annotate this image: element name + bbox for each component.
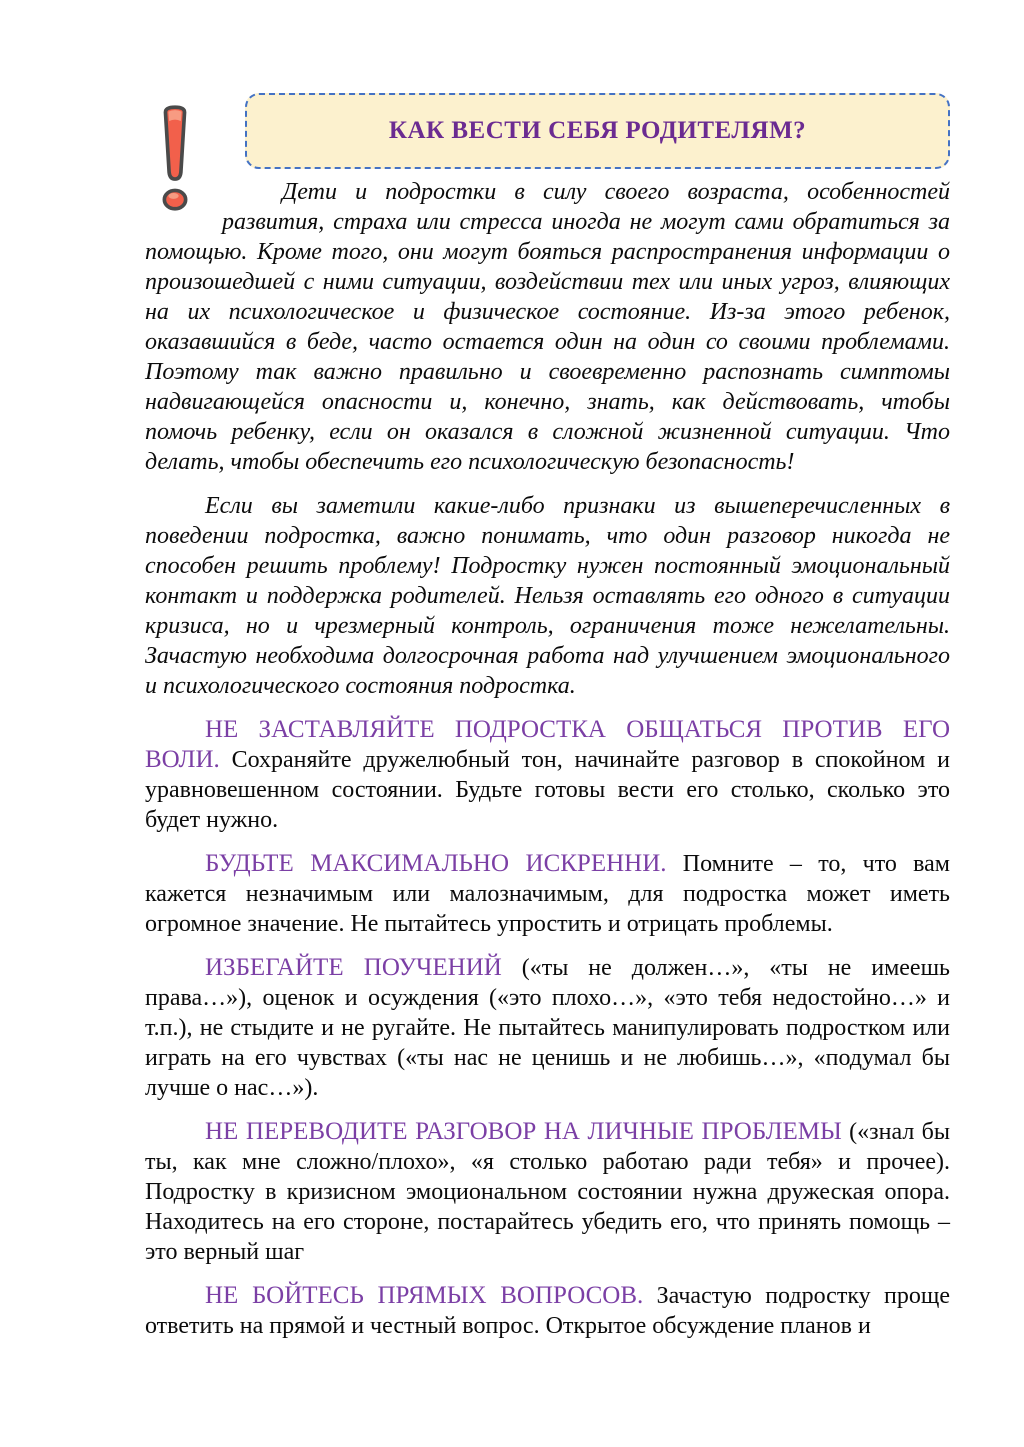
intro-paragraph-1: Дети и подростки в силу своего возраста, особенностей развития, страха или стресса иногда не могут сами обратиться за помощью. Кроме того, они могут бояться распространения информации о произошедшей с ними ситуации, воздействии тех или иных угроз, влияющих на их психологическое и физическое состояние. Из-за этого ребенок, оказавшийся в беде, часто остается один на один со своими проблемами. Поэтому так важно правильно и своевременно распознать симптомы надвигающейся опасности и, конечно, знать, как действовать, чтобы помочь ребенку, если он оказался в сложной жизненной ситуации. Что делать, чтобы обеспечить его психологическую безопасность!: [145, 179, 950, 475]
section-paragraph-1: [145, 715, 950, 835]
section-heading-4: НЕ ПЕРЕВОДИТЕ РАЗГОВОР НА ЛИЧНЫЕ ПРОБЛЕМЫ: [205, 1118, 842, 1145]
exclamation-icon-graphic: [153, 105, 197, 215]
section-paragraph-5: [145, 1281, 950, 1341]
section-paragraph-2: [145, 849, 950, 939]
title-banner: [245, 93, 950, 169]
intro-paragraph-2: Если вы заметили какие-либо признаки из вышеперечисленных в поведении подростка, важно понимать, что один разговор никогда не способен решить проблему! Подростку нужен постоянный эмоциональный контакт и поддержка родителей. Нельзя оставлять его одного в ситуации кризиса, но и чрезмерный контроль, ограничения тоже нежелательны. Зачастую необходима долгосрочная работа над улучшением эмоционального и психологического состояния подростка.: [145, 493, 950, 699]
section-heading-3: ИЗБЕГАЙТЕ ПОУЧЕНИЙ: [205, 954, 502, 981]
section-heading-5: НЕ БОЙТЕСЬ ПРЯМЫХ ВОПРОСОВ.: [205, 1282, 644, 1309]
section-heading-1: НЕ ЗАСТАВЛЯЙТЕ ПОДРОСТКА ОБЩАТЬСЯ ПРОТИВ ЕГО ВОЛИ.: [145, 716, 950, 773]
section-text-1: Сохраняйте дружелюбный тон, начинайте разговор в спокойном и уравновешенном состоянии. Будьте готовы вести его столько, сколько это будет нужно.: [145, 747, 950, 833]
page-title: КАК ВЕСТИ СЕБЯ РОДИТЕЛЯМ?: [388, 117, 807, 144]
exclamation-icon: [145, 93, 222, 223]
section-text-5: Зачастую подростку проще ответить на прямой и честный вопрос. Открытое обсуждение планов и: [145, 1283, 951, 1339]
section-text-4: («знал бы ты, как мне сложно/плохо», «я столько работаю ради тебя» и прочее). Подростку в кризисном эмоциональном состоянии нужна дружеская опора. Находитесь на его стороне, постарайтесь убедить его, что принять помощь – это верный шаг: [145, 1119, 950, 1265]
section-text-3: («ты не должен…», «ты не имеешь права…»), оценок и осуждения («это плохо…», «это тебя недостойно…» и т.п.), не стыдите и не ругайте. Не пытайтесь манипулировать подростком или играть на его чувствах («ты нас не ценишь и не любишь…», «подумал бы лучше о нас…»).: [145, 955, 950, 1101]
section-heading-2: БУДЬТЕ МАКСИМАЛЬНО ИСКРЕННИ.: [205, 850, 667, 877]
section-text-2: Помните – то, что вам кажется незначимым или малозначимым, для подростка может иметь огромное значение. Не пытайтесь упростить и отрицать проблемы.: [145, 851, 950, 937]
section-paragraph-4: [145, 1117, 950, 1267]
section-paragraph-3: [145, 953, 950, 1103]
